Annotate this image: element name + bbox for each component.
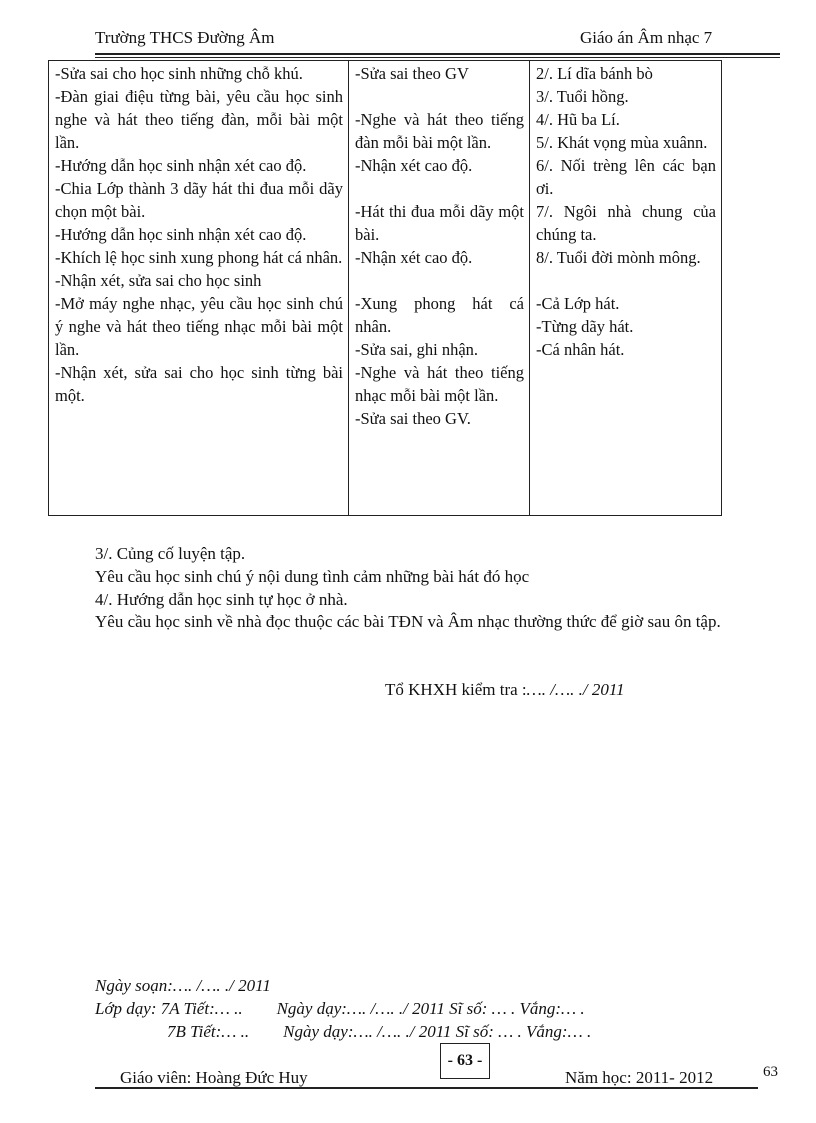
- school-year: Năm học: 2011- 2012: [565, 1068, 714, 1087]
- list-item: -Chia Lớp thành 3 dãy hát thi đua mỗi dãy chọn một bài.: [55, 179, 343, 221]
- list-item: -Mở máy nghe nhạc, yêu cầu học sinh chú ý nghe và hát theo tiếng nhạc mỗi bài một lần.: [55, 294, 343, 359]
- list-item: -Từng dãy hát.: [536, 317, 634, 336]
- section4-title: 4/. Hướng dẫn học sinh tự học ở nhà.: [95, 590, 348, 609]
- list-item: -Nhận xét, sửa sai cho học sinh từng bài một.: [55, 363, 343, 405]
- list-item: -Nhận xét cao độ.: [355, 248, 473, 267]
- review-label: Tổ KHXH kiểm tra :: [385, 680, 527, 699]
- review-signoff: [385, 678, 625, 701]
- review-date: …. /…. ./ 2011: [526, 680, 625, 699]
- list-item: -Sửa sai theo GV: [355, 64, 469, 83]
- section3-text: Yêu cầu học sinh chú ý nội dung tình cảm những bài hát đó học: [95, 567, 530, 586]
- section3-title: 3/. Củng cố luyện tập.: [95, 544, 246, 563]
- content-cell: [530, 61, 722, 516]
- list-item: -Nhận xét, sửa sai cho học sinh: [55, 271, 262, 290]
- list-item: -Sửa sai theo GV.: [355, 409, 471, 428]
- page-number-box: - 63 -: [440, 1043, 490, 1079]
- student-activities-cell: [349, 61, 530, 516]
- teacher-name: Giáo viên: Hoàng Đức Huy: [120, 1068, 308, 1087]
- list-item: -Cả Lớp hát.: [536, 294, 620, 313]
- teacher-activities-cell: [49, 61, 349, 516]
- footer-rule: [95, 1087, 758, 1089]
- section4-text: Yêu cầu học sinh về nhà đọc thuộc các bài TĐN và Âm nhạc thường thức để giờ sau ôn tập.: [95, 612, 721, 631]
- page-number: 63: [763, 1064, 778, 1080]
- subject-title: Giáo án Âm nhạc 7: [580, 28, 713, 47]
- list-item: -Khích lệ học sinh xung phong hát cá nhân.: [55, 248, 343, 267]
- list-item: -Hướng dẫn học sinh nhận xét cao độ.: [55, 156, 307, 175]
- list-item: 2/. Lí dĩa bánh bò: [536, 64, 653, 83]
- list-item: -Nhận xét cao độ.: [355, 156, 473, 175]
- table-row: [49, 61, 722, 516]
- lesson-table: [48, 60, 722, 516]
- list-item: -Nghe và hát theo tiếng nhạc mỗi bài một lần.: [355, 363, 524, 405]
- header-rule: [95, 53, 780, 55]
- class-7a-line: Lớp dạy: 7A Tiết:… .. Ngày dạy:…. /…. ./ 2011 Sĩ số: … . Vắng:… .: [95, 999, 585, 1018]
- list-item: -Nghe và hát theo tiếng đàn mỗi bài một lần.: [355, 110, 524, 152]
- list-item: 7/. Ngôi nhà chung của chúng ta.: [536, 202, 716, 244]
- header-rule-thin: [95, 57, 780, 58]
- list-item: -Xung phong hát cá nhân.: [355, 294, 524, 336]
- list-item: -Sửa sai, ghi nhận.: [355, 340, 479, 359]
- list-item: -Hướng dẫn học sinh nhận xét cao độ.: [55, 225, 307, 244]
- list-item: 8/. Tuổi đời mònh mông.: [536, 248, 701, 267]
- list-item: -Sửa sai cho học sinh những chỗ khú.: [55, 64, 303, 83]
- prep-date: Ngày soạn:…. /…. ./ 2011: [95, 976, 271, 995]
- school-name: Trường THCS Đường Âm: [95, 28, 275, 47]
- list-item: -Hát thi đua mỗi dãy một bài.: [355, 202, 524, 244]
- list-item: 3/. Tuổi hồng.: [536, 87, 629, 106]
- list-item: -Đàn giai điệu từng bài, yêu cầu học sinh nghe và hát theo tiếng đàn, mỗi bài một lần.: [55, 87, 343, 152]
- list-item: 6/. Nối trèng lên các bạn ơi.: [536, 156, 716, 198]
- list-item: 4/. Hũ ba Lí.: [536, 110, 620, 129]
- list-item: 5/. Khát vọng mùa xuânn.: [536, 133, 708, 152]
- list-item: -Cá nhân hát.: [536, 340, 625, 359]
- class-7b-line: 7B Tiết:… .. Ngày dạy:…. /…. ./ 2011 Sĩ số: … . Vắng:… .: [167, 1022, 592, 1041]
